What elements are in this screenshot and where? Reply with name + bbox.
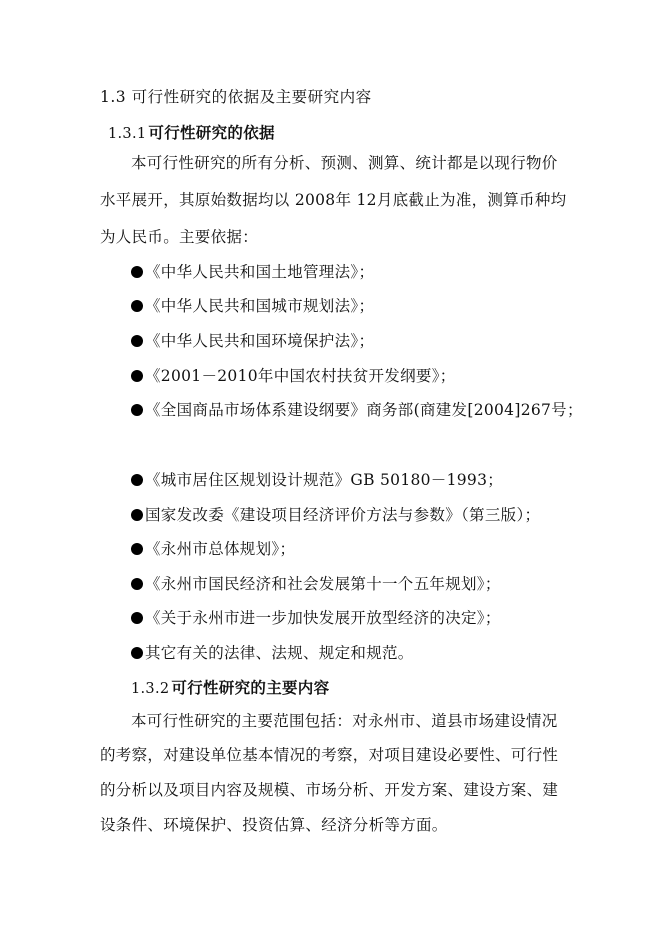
list-item-text: 《中华人民共和国环境保护法》；: [145, 332, 375, 350]
content-line: 本可行性研究的主要范围包括：对永州市、道县市场建设情况: [131, 712, 558, 730]
subsection-title: 可行性研究的主要内容: [171, 678, 330, 697]
content-line: 设条件、环境保护、投资估算、经济分析等方面。: [100, 816, 448, 834]
list-item-text: 《关于永州市进一步加快发展开放型经济的决定》；: [145, 609, 501, 627]
list-item: [131, 261, 374, 283]
subsection-heading-content: [131, 677, 329, 700]
content-line: 的分析以及项目内容及规模、市场分析、开发方案、建设方案、建: [100, 781, 559, 799]
list-item-text: 《中华人民共和国土地管理法》；: [145, 263, 375, 281]
bullet-icon: [131, 404, 143, 416]
list-item: [131, 330, 374, 352]
list-item: [131, 642, 414, 664]
intro-line: 水平展开，其原始数据均以 2008年 12月底截止为准，测算币种均: [100, 191, 567, 209]
section-heading: 1.3 可行性研究的依据及主要研究内容: [100, 88, 372, 106]
list-item: [131, 295, 374, 317]
bullet-icon: [131, 543, 143, 555]
list-item-text: 《永州市总体规划》；: [145, 540, 296, 558]
bullet-icon: [131, 266, 143, 278]
list-item-text: 《2001－2010年中国农村扶贫开发纲要》；: [145, 367, 456, 385]
list-item: [131, 504, 540, 526]
bullet-icon: [131, 578, 143, 590]
bullet-icon: [131, 300, 143, 312]
list-item: [131, 399, 583, 421]
list-item: [131, 365, 456, 387]
list-item-text: 其它有关的法律、法规、规定和规范。: [145, 644, 414, 662]
subsection-heading-basis: [108, 122, 275, 145]
list-item-text: 《中华人民共和国城市规划法》；: [145, 297, 375, 315]
list-item: [131, 538, 295, 560]
intro-line: 为人民币。主要依据：: [100, 228, 259, 246]
list-item-text: 国家发改委《建设项目经济评价方法与参数》（第三版）；: [145, 506, 541, 524]
bullet-icon: [131, 647, 143, 659]
list-item-text: 《城市居住区规划设计规范》GB 50180－1993；: [145, 471, 504, 489]
bullet-icon: [131, 612, 143, 624]
bullet-icon: [131, 509, 143, 521]
subsection-title: 可行性研究的依据: [148, 123, 275, 142]
list-item-text: 《永州市国民经济和社会发展第十一个五年规划》；: [145, 575, 501, 593]
list-item: [131, 573, 501, 595]
list-item: [131, 469, 503, 491]
list-item-text: 《全国商品市场体系建设纲要》商务部(商建发[2004]267号；: [145, 401, 583, 419]
list-item: [131, 607, 501, 629]
bullet-icon: [131, 335, 143, 347]
bullet-icon: [131, 370, 143, 382]
subsection-number: 1.3.2: [131, 681, 170, 697]
bullet-icon: [131, 474, 143, 486]
content-line: 的考察，对建设单位基本情况的考察，对项目建设必要性、可行性: [100, 746, 559, 764]
intro-line: 本可行性研究的所有分析、预测、测算、统计都是以现行物价: [131, 154, 558, 172]
subsection-number: 1.3.1: [108, 126, 147, 142]
